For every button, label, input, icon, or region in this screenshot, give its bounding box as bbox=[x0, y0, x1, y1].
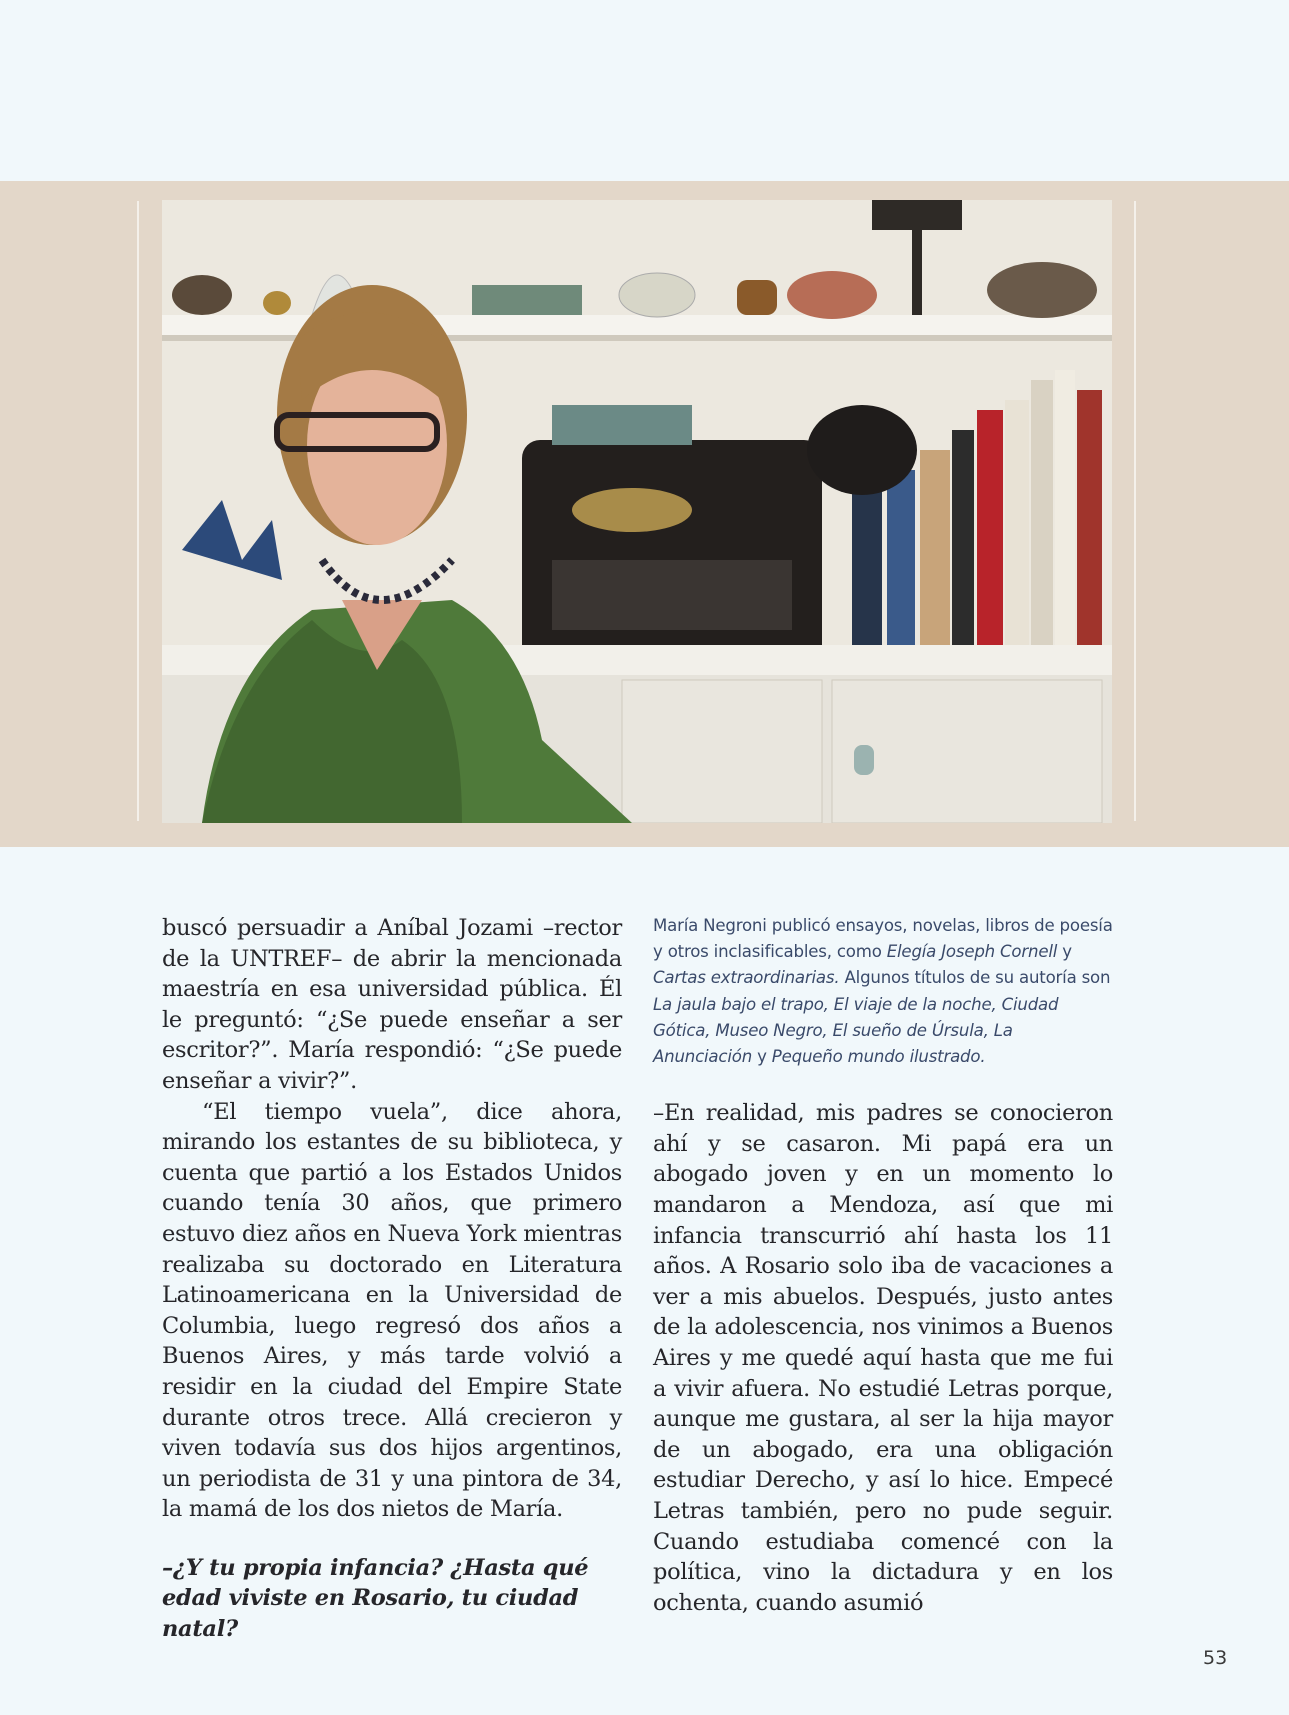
caption-text: Algunos títulos de su autoría son bbox=[839, 968, 1111, 988]
caption-book-title: Pequeño mundo ilustrado. bbox=[771, 1047, 986, 1067]
interview-question: –¿Y tu propia infancia? ¿Hasta qué edad viviste en Rosario, tu ciudad natal? bbox=[162, 1554, 589, 1643]
page-number: 53 bbox=[1203, 1647, 1228, 1669]
body-paragraph: buscó persuadir a Aníbal Jozami –rector de la UNTREF– de abrir la mencionada maestría en esa universidad pública. Él le preguntó: “¿Se puede enseñar a ser escritor?”. María respondió: “¿Se puede enseñar a vivir?”. bbox=[162, 915, 622, 1094]
band-rule-right bbox=[1134, 201, 1136, 821]
caption-book-title: Elegía Joseph Cornell bbox=[886, 942, 1058, 962]
interview-answer: –En realidad, mis padres se conocieron ahí y se casaron. Mi papá era un abogado joven y en un momento lo mandaron a Mendoza, así que mi infancia transcurrió ahí hasta los 11 años. A Rosario solo iba de vacaciones a ver a mis abuelos. Después, justo antes de la adolescencia, nos vinimos a Buenos Aires y me quedé aquí hasta que me fui a vivir afuera. No estudié Letras porque, aunque me gustara, al ser la hija mayor de un abogado, era una obligación estudiar Derecho, y así lo hice. Empecé Letras también, pero no pude seguir. Cuando estudiaba comencé con la política, vino la dictadura y en los ochenta, cuando asumió bbox=[653, 1100, 1113, 1616]
caption-book-title: La jaula bajo el trapo, El viaje de la noche, Ciudad Gótica, Museo Negro, El sueño de Úrsula, La Anunciación bbox=[653, 994, 1059, 1067]
body-paragraph: “El tiempo vuela”, dice ahora, mirando los estantes de su biblioteca, y cuenta que partió a los Estados Unidos cuando tenía 30 años, que primero estuvo diez años en Nueva York mientras realizaba su doctorado en Literatura Latinoamericana en la Universidad de Columbia, luego regresó dos años a Buenos Aires, y más tarde volvió a residir en la ciudad del Empire State durante otros trece. Allá crecieron y viven todavía sus dos hijos argentinos, un periodista de 31 y una pintora de 34, la mamá de los dos nietos de María. bbox=[162, 1098, 622, 1523]
photo-caption bbox=[653, 913, 1113, 1070]
right-column bbox=[653, 913, 1113, 1618]
portrait-photo bbox=[162, 200, 1112, 823]
band-rule-left bbox=[137, 201, 139, 821]
caption-text: y bbox=[1057, 942, 1072, 962]
left-column bbox=[162, 913, 622, 1645]
caption-text: María Negroni publicó ensayos, novelas, libros de poesía y otros inclasificables, como bbox=[653, 916, 1113, 962]
caption-text: y bbox=[752, 1047, 772, 1067]
shelf-object bbox=[172, 275, 232, 315]
caption-book-title: Cartas extraordinarias. bbox=[653, 968, 840, 988]
